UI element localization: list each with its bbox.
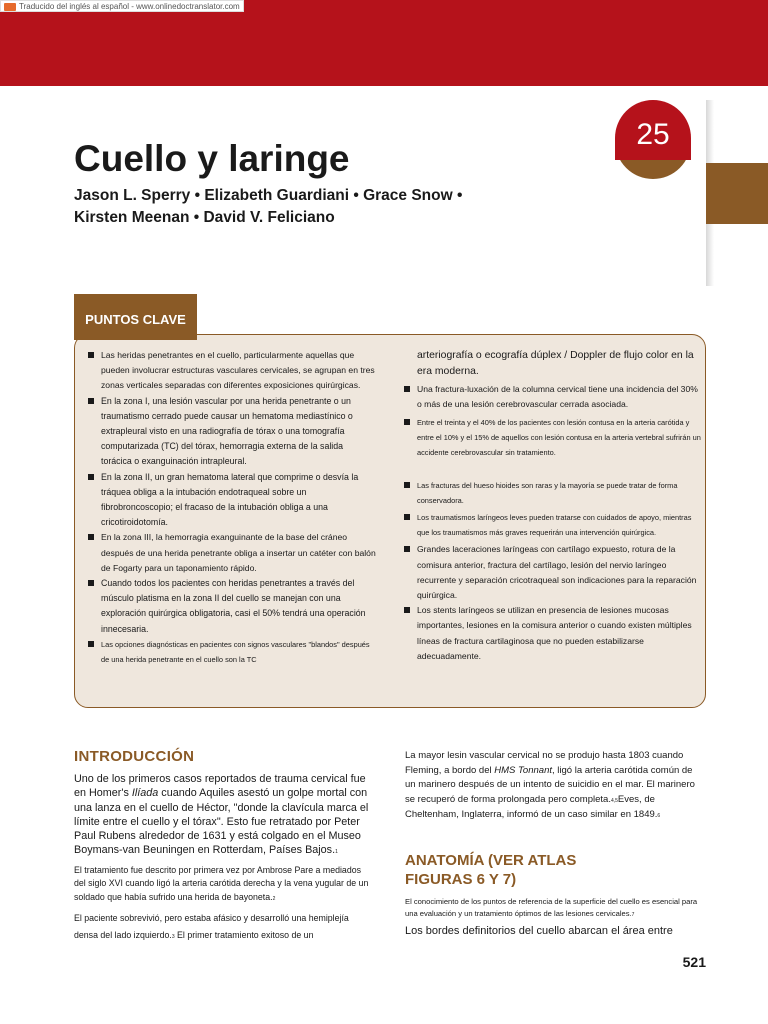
intro-paragraph-3 [74, 910, 374, 946]
reference-marker: 7 [631, 911, 635, 918]
right-p1-text-c: Eves, de Cheltenham, Inglaterra, informó de un caso similar en 1849. [405, 793, 658, 820]
key-point-text: Los stents laríngeos se utilizan en presencia de lesiones mucosas importantes, lesiones en la comisura anterior o cuando existen múltiples líneas de fractura cartilaginosa que no pueden estabilizarse adecuadamente. [417, 605, 692, 661]
intro-paragraph-2 [74, 864, 374, 906]
header-banner [0, 0, 768, 86]
reference-marker: 2 [272, 895, 276, 902]
intro-p2-text: El tratamiento fue descrito por primera vez por Ambrose Pare a mediados del siglo XVI cuando ligó la arteria carótida derecha y la vena yugular de un soldado que había sufrido una herida de bayoneta. [74, 865, 369, 902]
authors-line-1: Jason L. Sperry • Elizabeth Guardiani • Grace Snow • [74, 187, 463, 204]
iliad-italic: Ilíada [131, 787, 159, 800]
key-point-item [88, 530, 376, 576]
key-point-text: En la zona II, un gran hematoma lateral que comprime o desvía la tráquea obliga a la intubación endotraqueal sobre un fibrobroncoscopio; el fracaso de la intubación obliga a una cricotiroidotomía. [101, 471, 359, 528]
right-p1-text-a: La mayor lesin vascular cervical no se produjo hasta 1803 cuando Fleming, a bordo del [405, 750, 684, 776]
intro-p3-text-a: El paciente sobrevivió, pero estaba afásico y desarrolló una hemiplejía densa del lado izquierdo. [74, 913, 349, 940]
bullet-square-icon [88, 398, 94, 404]
ship-name-italic: HMS Tonnant [494, 764, 552, 776]
key-point-text: En la zona I, una lesión vascular por una herida penetrante o un traumatismo cerrado puede causar un hematoma mediastínico o extrapleural visto en una radiografía de tórax o una tomografía computarizada (TC) del tórax, hemorragia externa de la salida torácica o exanguinación intrapleural. [101, 395, 353, 467]
chapter-side-tab [706, 163, 768, 224]
chapter-number: 25 [636, 118, 670, 151]
authors-line-2: Kirsten Meenan • David V. Feliciano [74, 209, 335, 226]
intro-paragraph-1 [74, 772, 370, 860]
key-point-item [88, 470, 376, 531]
anatomy-p1-text: El conocimiento de los puntos de referencia de la superficie del cuello es esencial para una evaluación y un tratamiento óptimos de las lesiones cervicales. [405, 897, 698, 918]
intro-p1-text-b: cuando Aquiles asestó un golpe mortal con una lanza en el cuello de Héctor, "donde la clavícula marca el límite entre el cuello y el tórax". Esto fue retratado por Peter Paul Rubens alrededor de 1631 y está colgado en el Museo Boymans-van Beuningen en Rotterdam, Países Bajos. [74, 787, 369, 857]
key-point-item [404, 382, 704, 412]
key-point-item [88, 576, 376, 637]
bullet-square-icon [404, 386, 410, 392]
bullet-square-icon [88, 534, 94, 540]
bullet-square-icon [404, 607, 410, 613]
intro-p1-text-a: Uno de los primeros casos reportados de trauma cervical fue en Homer's [74, 773, 366, 800]
reference-marker: 3 [171, 934, 175, 940]
key-point-text: Las opciones diagnósticas en pacientes con signos vasculares "blandos" después de una herida penetrante en el cuello son la TC [101, 639, 370, 664]
key-point-text: Entre el treinta y el 40% de los pacientes con lesión contusa en la arteria carótida y entre el 10% y el 15% de aquellos con lesión contusa en la arteria vertebral sufrirán un accidente cerebrovascular sin tratamiento. [417, 418, 701, 458]
right-p1-text-b: , ligó la arteria carótida común de un marinero después de un intento de suicidio en el mar. El marinero se recuperó de forma prolongada pero completa. [405, 764, 695, 805]
key-points-left-column [88, 348, 376, 667]
anatomy-heading: ANATOMÍA (VER ATLAS FIGURAS 6 Y 7) [405, 852, 577, 888]
bullet-square-icon [88, 580, 94, 586]
bullet-square-icon [404, 419, 410, 425]
key-point-item [404, 603, 704, 664]
bullet-square-icon [404, 514, 410, 520]
translator-logo-icon [4, 3, 16, 11]
key-point-text: Grandes laceraciones laríngeas con cartílago expuesto, rotura de la comisura anterior, fractura del cartílago, lesión del nervio laríngeo recurrente y separación cricotraqueal son indicaciones para la reparación quirúrgica. [417, 544, 697, 601]
key-point-item [88, 637, 376, 667]
key-point-text: Las fracturas del hueso hioides son raras y la mayoría se puede tratar de forma conservadora. [417, 481, 678, 506]
chapter-authors [74, 185, 594, 229]
key-point-item [88, 348, 376, 394]
intro-p3-text-b: El primer tratamiento exitoso de un [174, 930, 314, 940]
key-point-text: Una fractura-luxación de la columna cervical tiene una incidencia del 30% o más de una lesión cerebrovascular cerrada asociada. [417, 384, 698, 410]
key-point-text: Las heridas penetrantes en el cuello, particularmente aquellas que pueden involucrar estructuras vasculares cervicales, se agrupan en tres zonas verticales separadas con diferentes exposiciones quirúrgicas. [101, 350, 375, 391]
anatomy-paragraph-1 [405, 896, 701, 921]
key-points-right-column [404, 348, 704, 664]
bullet-square-icon [88, 641, 94, 647]
key-point-text: En la zona III, la hemorragia exanguinante de la base del cráneo después de una herida penetrante obliga a insertar un catéter con balón de Fogarty para un taponamiento rápido. [101, 532, 376, 573]
key-point-item [404, 542, 704, 603]
key-point-continuation [404, 348, 704, 379]
key-points-heading: PUNTOS CLAVE [74, 294, 197, 340]
key-point-item [404, 510, 704, 540]
bullet-square-icon [88, 352, 94, 358]
key-point-item [404, 415, 704, 460]
right-paragraph-1 [405, 749, 701, 824]
anatomy-paragraph-2: Los bordes definitorios del cuello abarcan el área entre [405, 925, 673, 937]
bullet-square-icon [404, 482, 410, 488]
reference-marker: 6 [657, 813, 661, 819]
reference-marker: 4,5 [610, 797, 618, 804]
bullet-square-icon [88, 474, 94, 480]
intro-heading: INTRODUCCIÓN [74, 748, 195, 765]
key-point-item [404, 478, 704, 508]
translator-notice-text[interactable]: Traducido del inglés al español - www.onlinedoctranslator.com [19, 2, 240, 11]
chapter-title: Cuello y laringe [74, 138, 350, 179]
bullet-square-icon [404, 546, 410, 552]
key-point-text: arteriografía o ecografía dúplex / Doppler de flujo color en la era moderna. [417, 350, 694, 377]
key-point-item [88, 394, 376, 470]
key-point-text: Los traumatismos laríngeos leves pueden tratarse con cuidados de apoyo, mientras que los traumatismos más graves requerirán una intervención quirúrgica. [417, 513, 692, 538]
key-point-text: Cuando todos los pacientes con heridas penetrantes a través del músculo platisma en la zona II del cuello se manejan con una exploración quirúrgica obligatoria, casi el 50% tendrá una operación innecesaria. [101, 578, 366, 634]
translator-notice[interactable] [0, 0, 244, 12]
reference-marker: 1 [335, 849, 338, 856]
page-number: 521 [682, 954, 706, 970]
